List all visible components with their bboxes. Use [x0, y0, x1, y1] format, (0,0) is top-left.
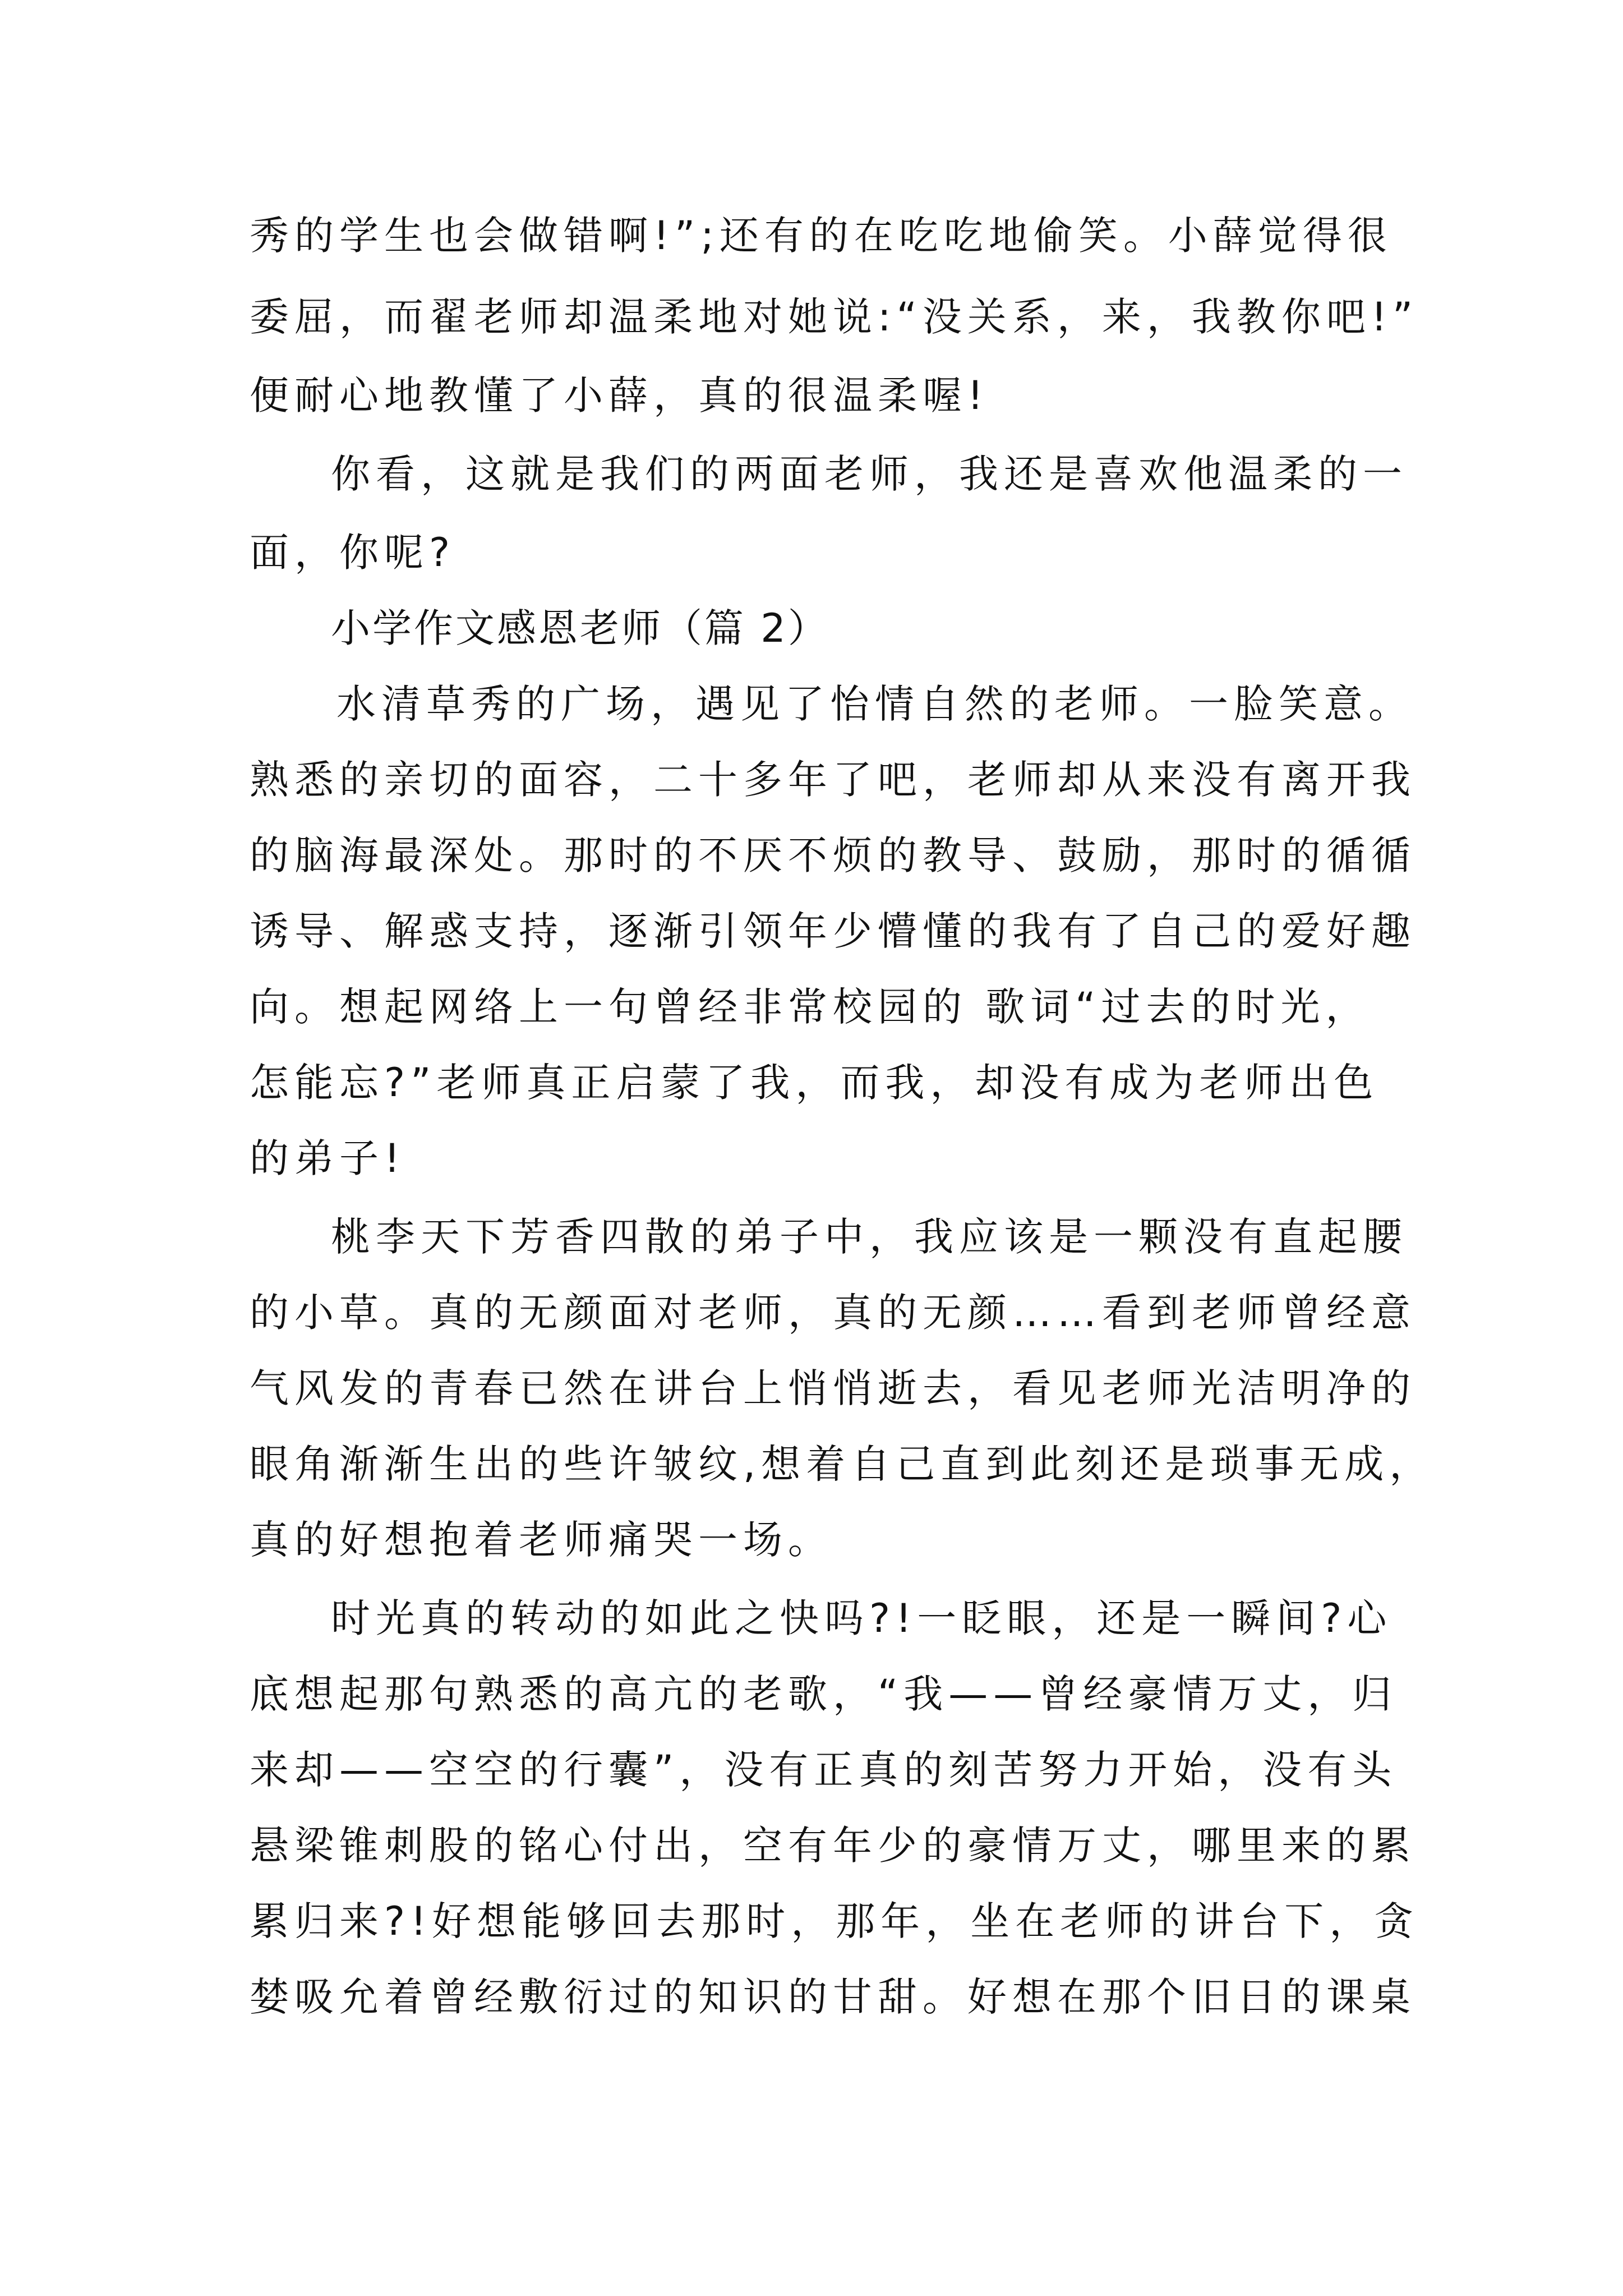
text-line-16: 气风发的青春已然在讲台上悄悄逝去，看见老师光洁明净的 [250, 1365, 1416, 1411]
text-line-15: 的小草。真的无颜面对老师，真的无颜……看到老师曾经意 [250, 1290, 1416, 1336]
text-line-9: 的脑海最深处。那时的不厌不烦的教导、鼓励，那时的循循 [250, 832, 1416, 878]
text-line-5: 面，你呢? [250, 530, 456, 576]
text-line-20: 底想起那句熟悉的高亢的老歌，“我——曾经豪情万丈，归 [250, 1671, 1398, 1717]
text-line-22: 悬梁锥刺股的铭心付出，空有年少的豪情万丈，哪里来的累 [250, 1823, 1416, 1869]
text-line-8: 熟悉的亲切的面容，二十多年了吧，老师却从来没有离开我 [250, 757, 1416, 803]
text-line-21: 来却——空空的行囊”，没有正真的刻苦努力开始，没有头 [250, 1747, 1398, 1793]
text-line-13: 的弟子! [250, 1135, 406, 1181]
text-line-17: 眼角渐渐生出的些许皱纹,想着自己直到此刻还是琐事无成， [250, 1441, 1435, 1487]
section-heading: 小学作文感恩老师（篇 2） [331, 605, 829, 651]
text-line-10: 诱导、解惑支持，逐渐引领年少懵懂的我有了自己的爱好趣 [250, 908, 1416, 954]
text-line-23: 累归来?!好想能够回去那时，那年，坐在老师的讲台下，贪 [250, 1898, 1419, 1944]
text-line-1: 秀的学生也会做错啊!”;还有的在吃吃地偷笑。小薛觉得很 [250, 213, 1393, 259]
text-line-11: 向。想起网络上一句曾经非常校园的 歌词“过去的时光， [250, 984, 1371, 1030]
text-line-7: 水清草秀的广场，遇见了怡情自然的老师。一脸笑意。 [336, 681, 1413, 727]
text-line-3: 便耐心地教懂了小薛，真的很温柔喔! [250, 372, 989, 418]
text-line-19: 时光真的转动的如此之快吗?!一眨眼，还是一瞬间?心 [331, 1595, 1393, 1641]
text-line-14: 桃李天下芳香四散的弟子中，我应该是一颗没有直起腰 [331, 1214, 1408, 1260]
text-line-2: 委屈，而翟老师却温柔地对她说:“没关系，来，我教你吧!” [250, 294, 1419, 340]
text-line-4: 你看，这就是我们的两面老师，我还是喜欢他温柔的一 [331, 451, 1408, 497]
text-line-18: 真的好想抱着老师痛哭一场。 [250, 1517, 833, 1563]
text-line-12: 怎能忘?”老师真正启蒙了我，而我，却没有成为老师出色 [250, 1060, 1379, 1106]
text-line-24: 婪吸允着曾经敷衍过的知识的甘甜。好想在那个旧日的课桌 [250, 1974, 1416, 2020]
